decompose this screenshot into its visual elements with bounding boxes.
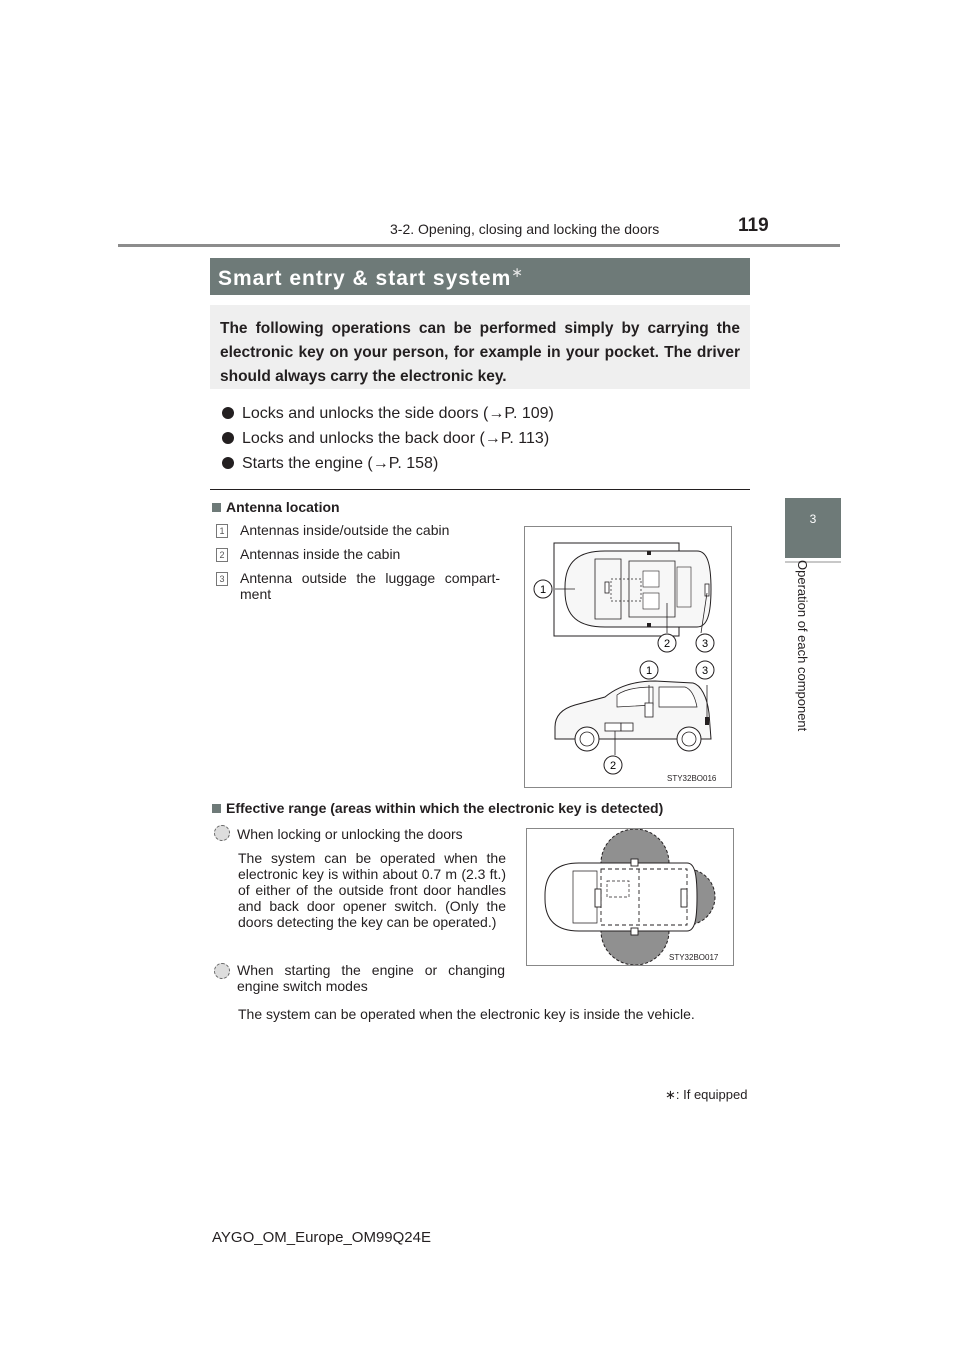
bullet-text: Locks and unlocks the back door (→P. 113) [242,430,550,447]
document-id: AYGO_OM_Europe_OM99Q24E [212,1229,431,1246]
callout-label: 1 [645,665,653,677]
if-equipped-marker: ∗ [511,264,525,280]
number-badge: 3 [216,572,228,586]
figure-code: STY32BO016 [667,774,717,783]
chapter-tab: 3 [785,498,841,558]
number-badge: 2 [216,548,228,562]
bullet-icon [222,407,234,419]
callout-1-side [640,661,658,679]
antenna-heading-text: Antenna location [226,499,340,515]
intro-text: The following operations can be performed simply by carrying the electronic key on your person, for example in your pocket. The driver should always carry the electronic key. [220,320,740,385]
callout-1-top [534,580,552,598]
callout-label: 3 [701,665,709,677]
range-diagram [526,828,734,966]
header-divider [118,244,840,247]
antenna-heading [212,499,340,515]
range-item-1 [214,825,506,930]
footnote: ∗: If equipped [665,1087,748,1102]
section-title: 3-2. Opening, closing and locking the doors [390,221,660,237]
antenna-item [216,546,506,562]
antenna-item-text: Antenna outside the luggage compart- ment [240,570,500,602]
antenna-diagram [524,526,732,788]
square-bullet-icon [212,503,221,512]
range-item-1-title: When locking or unlocking the doors [237,826,463,842]
chapter-label-text: Operation of each component [795,560,810,732]
callout-3-top [696,634,714,652]
range-item-2-body: The system can be operated when the electronic key is inside the vehicle. [238,1006,695,1022]
antenna-item-text: Antennas inside/outside the cabin [240,522,450,538]
bullet-icon [222,457,234,469]
antenna-diagram-svg [525,527,731,787]
page-title [218,264,524,291]
intro-box [210,305,750,389]
range-heading [212,800,663,816]
title-bar [210,258,750,295]
chapter-label [795,560,830,760]
callout-label: 2 [663,638,671,650]
antenna-item-text: Antennas inside the cabin [240,546,401,562]
figure-code: STY32BO017 [669,953,719,962]
antenna-item [216,522,506,538]
page-number: 119 [738,215,769,236]
bullet-text: Locks and unlocks the side doors (→P. 109) [242,405,554,422]
page-title-text: Smart entry & start system [218,267,512,290]
callout-label: 1 [539,584,547,596]
bullet-item [222,455,438,473]
callout-2-side [604,756,622,774]
square-bullet-icon [212,804,221,813]
range-item-2-title: When starting the engine or changing engine switch modes [237,962,505,994]
callout-3-side [696,661,714,679]
bullet-item [222,405,554,423]
bullet-icon [222,432,234,444]
callout-2-top [658,634,676,652]
callout-label: 2 [609,760,617,772]
bullet-text: Starts the engine (→P. 158) [242,455,439,472]
range-item-2 [214,962,506,994]
range-diagram-svg [527,829,733,965]
antenna-item [216,570,506,602]
dashed-circle-icon [214,825,230,841]
dashed-circle-icon [214,963,230,979]
number-badge: 1 [216,524,228,538]
range-heading-text: Effective range (areas within which the electronic key is detected) [226,800,664,816]
section-divider [210,489,750,490]
bullet-item [222,430,549,448]
range-item-1-body: The system can be operated when the electronic key is within about 0.7 m (2.3 ft.) of either of the outside front door handles and back door opener switch. (Only the doors detecting the key can be operated.) [238,850,506,930]
callout-label: 3 [701,638,709,650]
